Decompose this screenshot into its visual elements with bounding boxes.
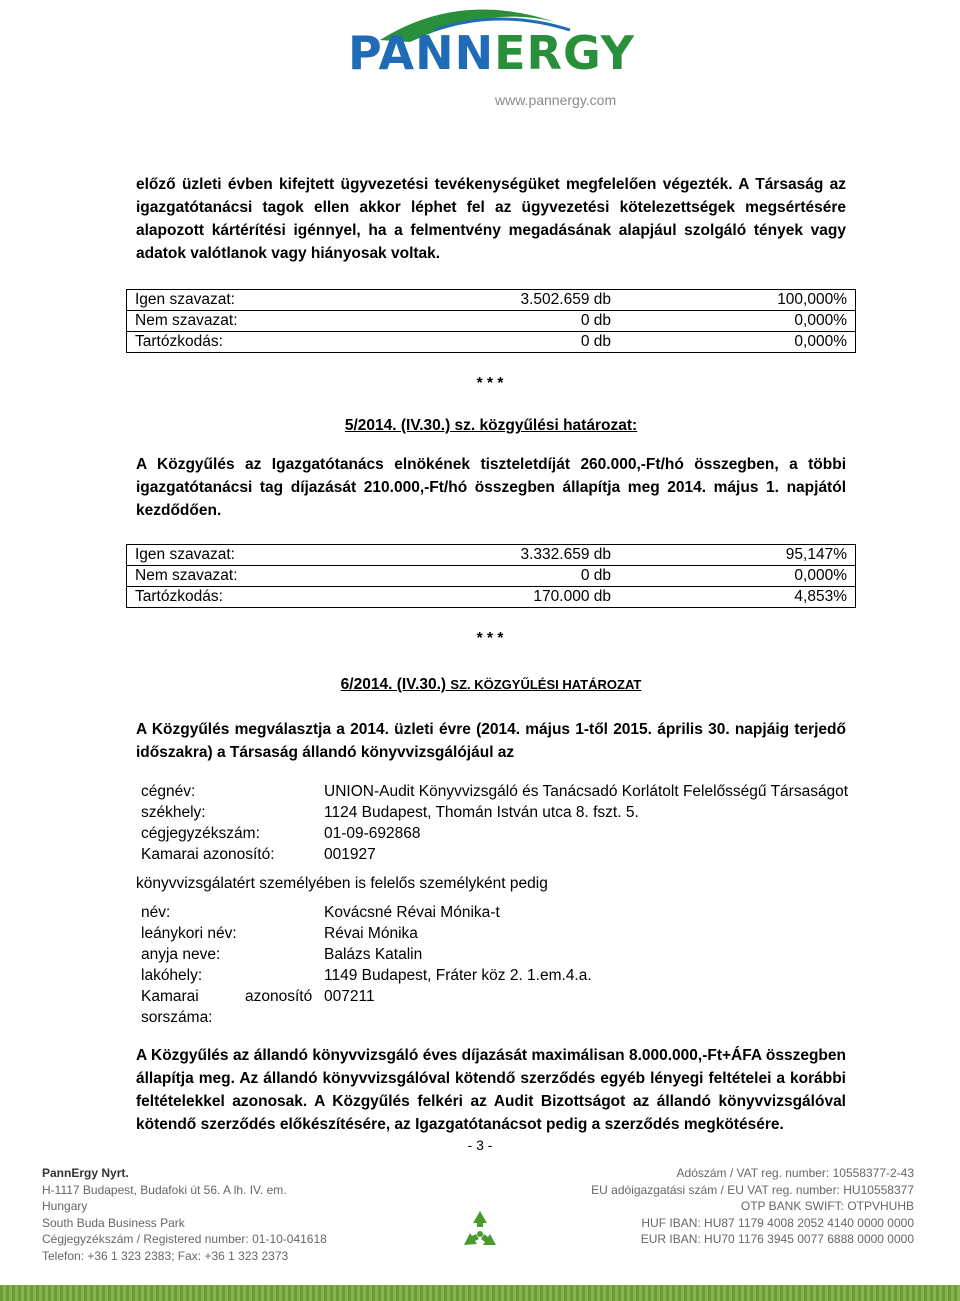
vote-table-1 [126,289,856,353]
logo-wordmark: PANNERGY [348,26,635,80]
separator: * * * [476,630,504,647]
table-row: Nem szavazat: 0 db 0,000% [127,311,856,332]
logo-url: www.pannergy.com [495,92,617,108]
resolution-5-text: A Közgyűlés az Igazgatótanács elnökének tiszteletdíját 260.000,-Ft/hó összegben, a többi igazgatótanácsi tag díjazását 210.000,-Ft/hó összegben állapítja meg 2014. május 1. napjától kezdődően. [136,456,846,519]
table-row: Tartózkodás: 170.000 db 4,853% [127,587,856,608]
footer-decorative-bar [0,1285,960,1301]
page-number: - 3 - [467,1137,493,1153]
resolution-5-title: 5/2014. (IV.30.) sz. közgyűlési határozat: [344,417,638,434]
resolution-6-title: 6/2014. (IV.30.) SZ. KÖZGYŰLÉSI HATÁROZAT [340,676,642,693]
recycle-icon [456,1207,504,1255]
closing-paragraph: A Közgyűlés az állandó könyvvizsgáló éves díjazását maximálisan 8.000.000,-Ft+ÁFA összegben állapítja meg. Az állandó könyvvizsgálóval kötendő szerződés egyéb lényegi feltételei a korábbi feltételekkel azonosak. A Közgyűlés felkéri az Audit Bizottságot az állandó könyvvizsgálóval kötendő szerződés előkészítésére, az Igazgatótanácsot pedig a szerződés megkötésére. [136,1047,846,1133]
table-row: Igen szavazat: 3.332.659 db 95,147% [127,545,856,566]
resolution-6-text: A Közgyűlés megválasztja a 2014. üzleti évre (2014. május 1-től 2015. április 30. napjáig terjedő időszakra) a Társaság állandó könyvvizsgálójául az [136,721,846,761]
company-logo [340,0,640,115]
table-row: Igen szavazat: 3.502.659 db 100,000% [127,290,856,311]
vote-table-2 [126,544,856,608]
separator: * * * [476,375,504,392]
responsible-person-intro: könyvvizsgálatért személyében is felelős személyként pedig [136,875,548,892]
intro-paragraph: előző üzleti évben kifejtett ügyvezetési tevékenységüket megfelelően végezték. A Társaság az igazgatótanácsi tagok ellen akkor léphet fel az ügyvezetési kötelezettségek megsértésére alapozott kártérítési igénnyel, ha a felmentvény megadásának alapjául szolgáló tények vagy adatok valótlanok vagy hiányosak voltak. [136,176,846,262]
footer-company-info: PannErgy Nyrt. H-1117 Budapest, Budafoki út 56. A lh. IV. em. Hungary South Buda Business Park Cégjegyzékszám / Registered number: 01-10-041618 Telefon: +36 1 323 2383; Fax: +36 1 323 2373 [42,1166,327,1263]
table-row: Tartózkodás: 0 db 0,000% [127,332,856,353]
table-row: Nem szavazat: 0 db 0,000% [127,566,856,587]
footer-tax-bank-info: Adószám / VAT reg. number: 10558377-2-43 EU adóigazgatási szám / EU VAT reg. number: HU10558377 OTP BANK SWIFT: OTPVHUHB HUF IBAN: HU87 1179 4008 2052 4140 0000 0000 EUR IBAN: HU70 1176 3945 0077 6888 0000 0000 [591,1166,914,1246]
